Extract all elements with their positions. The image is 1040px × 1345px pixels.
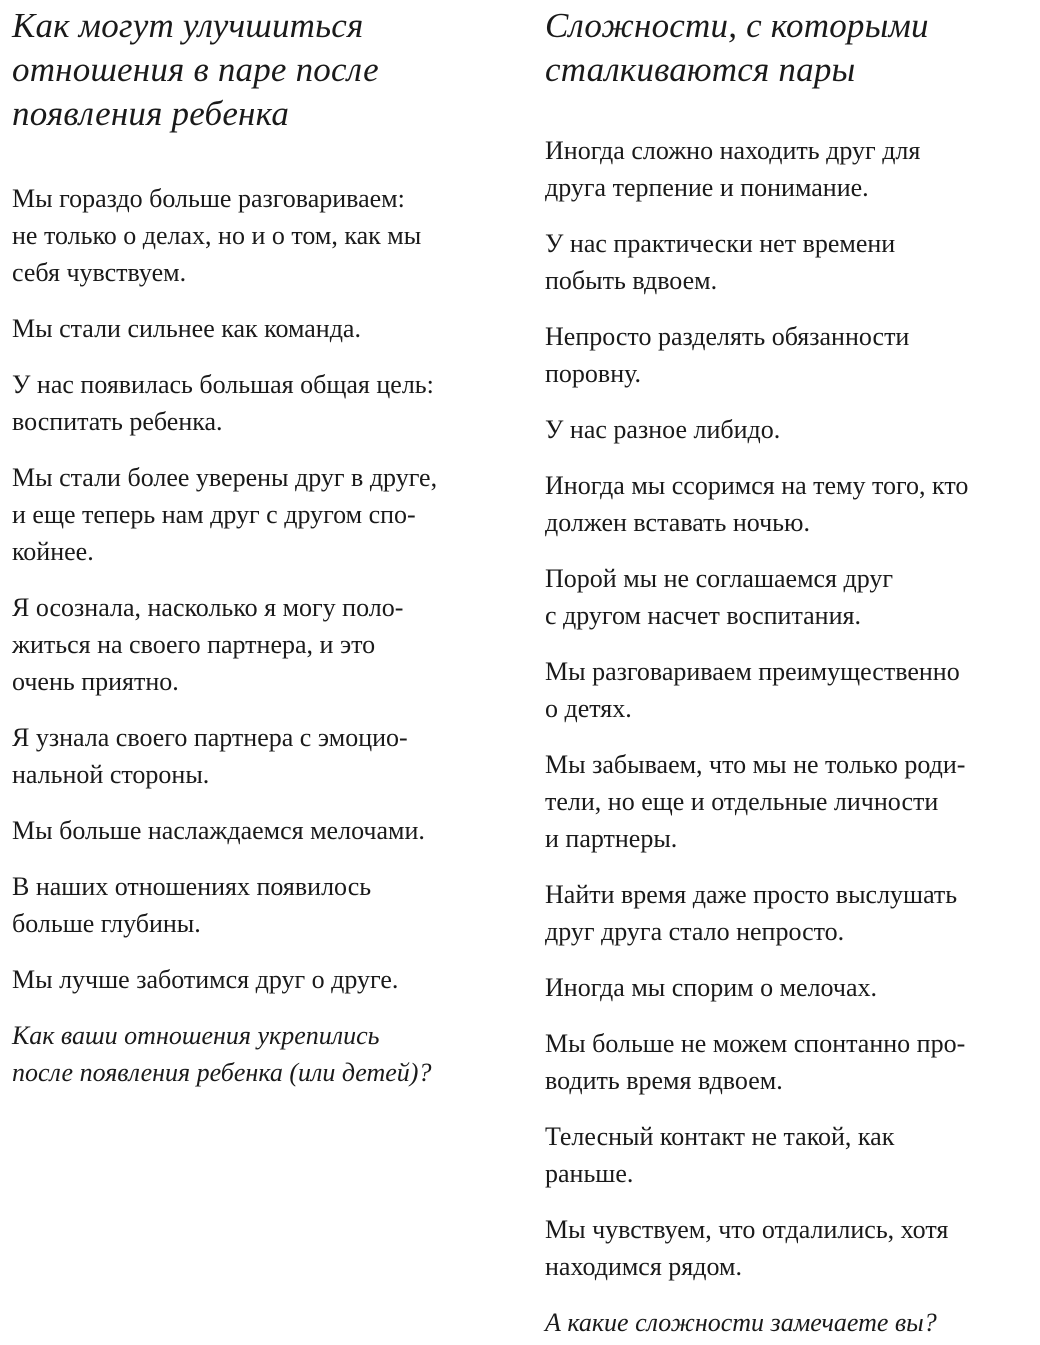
heading-line: появления ребенка <box>12 94 290 133</box>
item-line: Мы больше не можем спонтанно про- <box>545 1029 966 1058</box>
item-line: житься на своего партнера, и это <box>12 630 376 659</box>
heading-line: Сложности, с которыми <box>545 6 929 45</box>
difficulty-item <box>545 1118 1035 1192</box>
difficulty-item <box>545 318 1035 392</box>
item-line: поровну. <box>545 359 642 388</box>
item-line: тели, но еще и отдельные личности <box>545 787 939 816</box>
item-line: больше глубины. <box>12 909 201 938</box>
item-line: должен вставать ночью. <box>545 508 810 537</box>
item-line: койнее. <box>12 537 94 566</box>
heading-line: отношения в паре после <box>12 50 379 89</box>
item-line: раньше. <box>545 1159 634 1188</box>
question-line: Как ваши отношения укрепились <box>12 1021 380 1050</box>
question-line: после появления ребенка (или детей)? <box>12 1058 432 1087</box>
item-line: У нас появилась большая общая цель: <box>12 370 434 399</box>
item-line: Мы разговариваем преимущественно <box>545 657 960 686</box>
item-line: находимся рядом. <box>545 1252 742 1281</box>
improvement-item <box>12 459 512 570</box>
difficulty-item <box>545 1025 1035 1099</box>
heading-line: Как могут улучшиться <box>12 6 364 45</box>
item-line: не только о делах, но и о том, как мы <box>12 221 422 250</box>
improvements-question <box>12 1017 512 1091</box>
difficulty-item <box>545 1211 1035 1285</box>
item-line: Мы забываем, что мы не только роди- <box>545 750 966 779</box>
item-line: побыть вдвоем. <box>545 266 718 295</box>
difficulty-item <box>545 969 1035 1006</box>
difficulties-question <box>545 1304 1035 1341</box>
item-line: очень приятно. <box>12 667 179 696</box>
item-line: Иногда сложно находить друг для <box>545 136 921 165</box>
difficulty-item <box>545 132 1035 206</box>
item-line: Найти время даже просто выслушать <box>545 880 958 909</box>
improvement-item <box>12 868 512 942</box>
difficulty-item <box>545 876 1035 950</box>
item-line: и партнеры. <box>545 824 678 853</box>
item-line: водить время вдвоем. <box>545 1066 783 1095</box>
difficulty-item <box>545 467 1035 541</box>
difficulty-item <box>545 560 1035 634</box>
improvement-item <box>12 961 512 998</box>
item-line: Мы стали более уверены друг в друге, <box>12 463 438 492</box>
item-line: друг друга стало непросто. <box>545 917 845 946</box>
item-line: У нас разное либидо. <box>545 415 781 444</box>
difficulties-column <box>545 0 1035 1341</box>
item-line: У нас практически нет времени <box>545 229 896 258</box>
item-line: Порой мы не соглашаемся друг <box>545 564 894 593</box>
difficulty-item <box>545 746 1035 857</box>
heading-line: сталкиваются пары <box>545 50 856 89</box>
item-line: Я узнала своего партнера с эмоцио- <box>12 723 408 752</box>
improvement-item <box>12 180 512 291</box>
difficulty-item <box>545 653 1035 727</box>
improvement-item <box>12 719 512 793</box>
improvement-item <box>12 812 512 849</box>
question-line: А какие сложности замечаете вы? <box>545 1308 937 1337</box>
item-line: нальной стороны. <box>12 760 210 789</box>
difficulty-item <box>545 225 1035 299</box>
item-line: Мы лучше заботимся друг о друге. <box>12 965 399 994</box>
item-line: о детях. <box>545 694 632 723</box>
item-line: друга терпение и понимание. <box>545 173 869 202</box>
item-line: Мы больше наслаждаемся мелочами. <box>12 816 425 845</box>
difficulties-heading <box>545 0 1035 92</box>
improvements-column <box>12 0 512 1091</box>
improvements-heading <box>12 0 512 136</box>
item-line: В наших отношениях появилось <box>12 872 372 901</box>
item-line: себя чувствуем. <box>12 258 187 287</box>
improvement-item <box>12 310 512 347</box>
difficulty-item <box>545 411 1035 448</box>
improvement-item <box>12 366 512 440</box>
item-line: и еще теперь нам друг с другом спо- <box>12 500 416 529</box>
item-line: Мы гораздо больше разговариваем: <box>12 184 405 213</box>
item-line: Мы чувствуем, что отдалились, хотя <box>545 1215 949 1244</box>
item-line: Мы стали сильнее как команда. <box>12 314 361 343</box>
item-line: Иногда мы ссоримся на тему того, кто <box>545 471 969 500</box>
item-line: Я осознала, насколько я могу поло- <box>12 593 404 622</box>
item-line: воспитать ребенка. <box>12 407 223 436</box>
improvement-item <box>12 589 512 700</box>
item-line: Непросто разделять обязанности <box>545 322 910 351</box>
item-line: с другом насчет воспитания. <box>545 601 861 630</box>
item-line: Иногда мы спорим о мелочах. <box>545 973 877 1002</box>
item-line: Телесный контакт не такой, как <box>545 1122 895 1151</box>
